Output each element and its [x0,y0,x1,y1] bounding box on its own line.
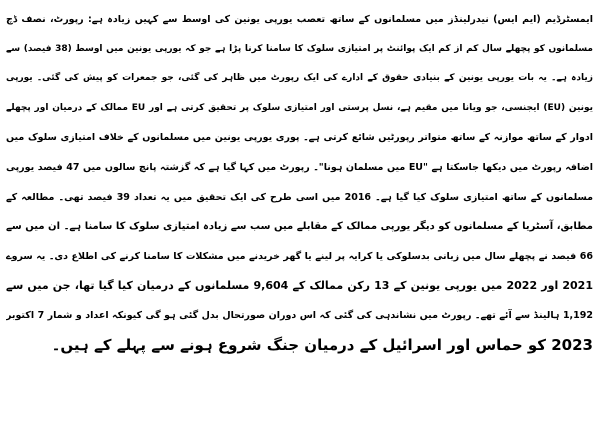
article-line: 66 فیصد نے پچھلے سال میں زبانی بدسلوکی یا کرایہ پر لینے یا گھر خریدنے میں مشکلات کا سامنا کرنے کی اطلاع دی۔ یہ سروے [6,250,593,262]
article-line: 1,192 ہالینڈ سے آئے تھے۔ رپورٹ میں نشاندہی کی گئی کہ اس دوران صورتحال بدل گئی ہو گی کیونکہ اعداد و شمار 7 اکتوبر [6,309,593,321]
article-line: مسلمانوں کو پچھلے سال کم از کم ایک پوائنٹ پر امتیازی سلوک کا سامنا کرنا پڑا ہے جو کہ یورپی یونین میں اوسط (38 فیصد) سے [6,43,593,54]
article-line-last: 2023 کو حماس اور اسرائیل کے درمیان جنگ شروع ہونے سے پہلے کے ہیں۔ [51,335,593,354]
article-line: 2021 اور 2022 میں یورپی یونین کے 13 رکن ممالک کے 9,604 مسلمانوں کے درمیان کیا گیا تھا، جن میں سے [6,279,593,293]
article-line: مطابق، آسٹریا کے مسلمانوں کو دیگر یورپی ممالک کے مقابلے میں سب سے زیادہ امتیازی سلوک کا سامنا ہے۔ ان میں سے [6,221,593,233]
article-body [6,5,593,360]
article-line: یونین (EU) ایجنسی، جو ویانا میں مقیم ہے، نسل پرستی اور امتیازی سلوک پر تحقیق کرتی ہے اور EU ممالک کے درمیان اور پچھلے [6,102,593,113]
article-line: مسلمانوں کے ساتھ امتیازی سلوک کیا گیا ہے۔ 2016 میں اسی طرح کی ایک تحقیق میں یہ تعداد 39 فیصد تھی۔ مطالعہ کے [6,191,593,203]
article-line: ایمسٹرڈیم (ایم ایس) نیدرلینڈز میں مسلمانوں کے ساتھ تعصب یورپی یونین کی اوسط سے کہیں زیادہ ہے: رپورٹ، نصف ڈچ [6,14,593,25]
article-line: زیادہ ہے۔ یہ بات یورپی یونین کے بنیادی حقوق کے ادارے کی ایک رپورٹ میں ظاہر کی گئی، جو جمعرات کو پیش کی گئی۔ یورپی [6,73,593,84]
article-line: ادوار کے ساتھ موازنہ کے ساتھ متواتر رپورٹیں شائع کرتی ہے۔ پوری یورپی یونین میں مسلمانوں کے خلاف امتیازی سلوک میں [6,132,593,144]
article-line: اضافہ رپورٹ میں دیکھا جاسکتا ہے "EU میں مسلمان ہونا"۔ رپورٹ میں کہا گیا ہے کہ گزشتہ پانچ سالوں میں 47 فیصد یورپی [6,161,593,173]
